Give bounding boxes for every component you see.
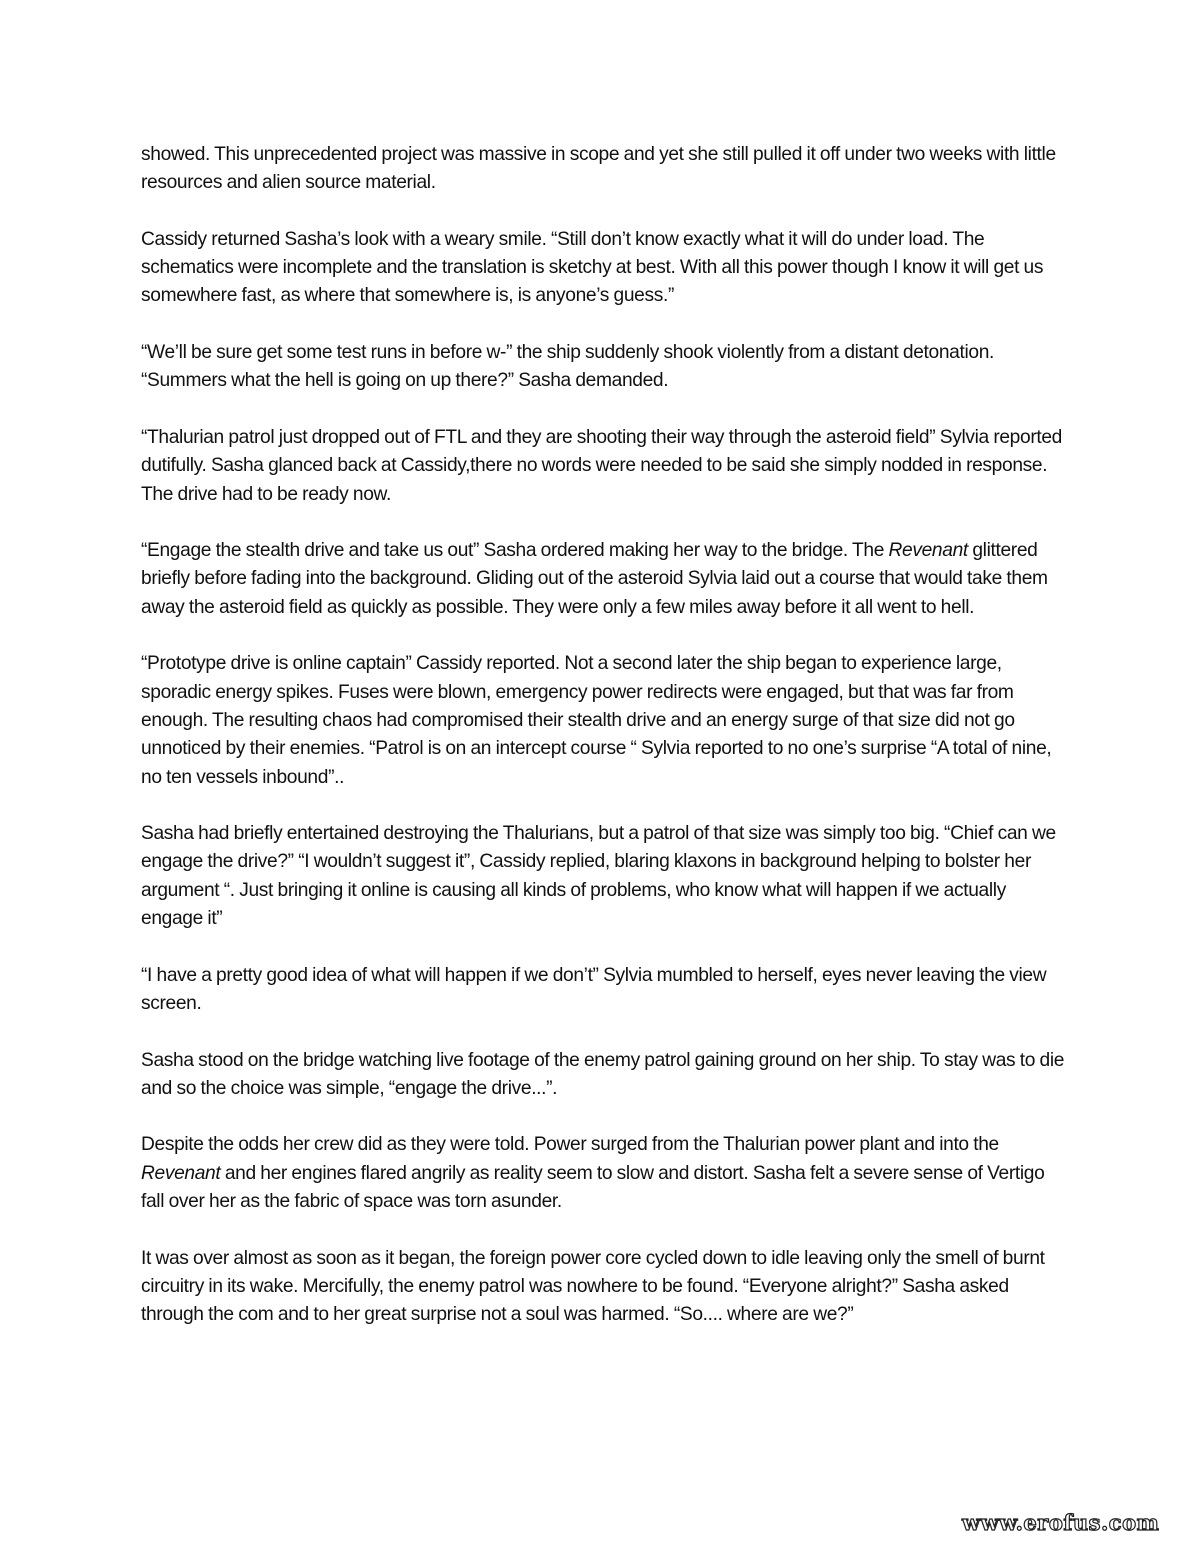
paragraph-text: “Prototype drive is online captain” Cassidy reported. Not a second later the ship began to experience large, sporadic energy spikes. Fuses were blown, emergency power redirects were engaged, but that was far from enough. The resulting chaos had compromised their stealth drive and an energy surge of that size did not go unnoticed by their enemies. “Patrol is on an intercept course “ Sylvia reported to no one’s surprise “A total of nine, no ten vessels inbound”.. — [141, 653, 1052, 788]
paragraph-text: “We’ll be sure get some test runs in before w-” the ship suddenly shook violently from a distant detonation. “Summers what the hell is going on up there?” Sasha demanded. — [141, 342, 994, 392]
paragraph-text: Cassidy returned Sasha’s look with a weary smile. “Still don’t know exactly what it will do under load. The schematics were incomplete and the translation is sketchy at best. With all this power though I know it will get us somewhere fast, as where that somewhere is, is anyone’s guess.” — [141, 228, 1044, 307]
paragraph-2 — [141, 226, 1071, 311]
paragraph-text: Sasha had briefly entertained destroying the Thalurians, but a patrol of that size was simply too big. “Chief can we engage the drive?” “I wouldn’t suggest it”, Cassidy replied, blaring klaxons in background helping to bolster her argument “. Just bringing it online is causing all kinds of problems, who know what will happen if we actually engage it” — [141, 823, 1056, 930]
paragraph-6 — [141, 650, 1071, 791]
paragraph-text: Despite the odds her crew did as they were told. Power surged from the Thalurian power plant and into the — [141, 1134, 999, 1156]
paragraph-3 — [141, 339, 1071, 396]
paragraph-text: showed. This unprecedented project was massive in scope and yet she still pulled it off under two weeks with little resources and alien source material. — [141, 144, 1056, 194]
paragraph-text: glittered briefly before fading into the background. Gliding out of the asteroid Sylvia laid out a course that would take them away the asteroid field as quickly as possible. They were only a few miles away before it all went to hell. — [141, 540, 1048, 618]
paragraph-text: “I have a pretty good idea of what will happen if we don’t” Sylvia mumbled to herself, eyes never leaving the view screen. — [141, 964, 1047, 1014]
paragraph-11 — [141, 1245, 1071, 1330]
paragraph-8 — [141, 962, 1071, 1019]
paragraph-4 — [141, 424, 1071, 509]
ship-name-italic: Revenant — [888, 540, 968, 562]
paragraph-text: Sasha stood on the bridge watching live footage of the enemy patrol gaining ground on her ship. To stay was to die and so the choice was simple, “engage the drive...”. — [141, 1049, 1065, 1099]
paragraph-7 — [141, 820, 1071, 933]
paragraph-9 — [141, 1047, 1071, 1104]
watermark: www.erofus.com — [962, 1510, 1160, 1535]
paragraph-5 — [141, 537, 1071, 622]
paragraph-text: and her engines flared angrily as reality seem to slow and distort. Sasha felt a severe sense of Vertigo fall over her as the fabric of space was torn asunder. — [141, 1162, 1045, 1212]
paragraph-1 — [141, 141, 1071, 198]
ship-name-italic: Revenant — [141, 1162, 221, 1184]
paragraph-text: It was over almost as soon as it began, the foreign power core cycled down to idle leaving only the smell of burnt circuitry in its wake. Mercifully, the enemy patrol was nowhere to be found. “Everyone alright?” Sasha asked through the com and to her great surprise not a soul was harmed. “So.... where are we?” — [141, 1247, 1045, 1326]
document-page — [141, 141, 1071, 1358]
paragraph-10 — [141, 1131, 1071, 1216]
paragraph-text: “Engage the stealth drive and take us out” Sasha ordered making her way to the bridge. The — [141, 540, 889, 562]
paragraph-text: “Thalurian patrol just dropped out of FTL and they are shooting their way through the asteroid field” Sylvia reported dutifully. Sasha glanced back at Cassidy,there no words were needed to be said she simply nodded in response. The drive had to be ready now. — [141, 426, 1062, 505]
